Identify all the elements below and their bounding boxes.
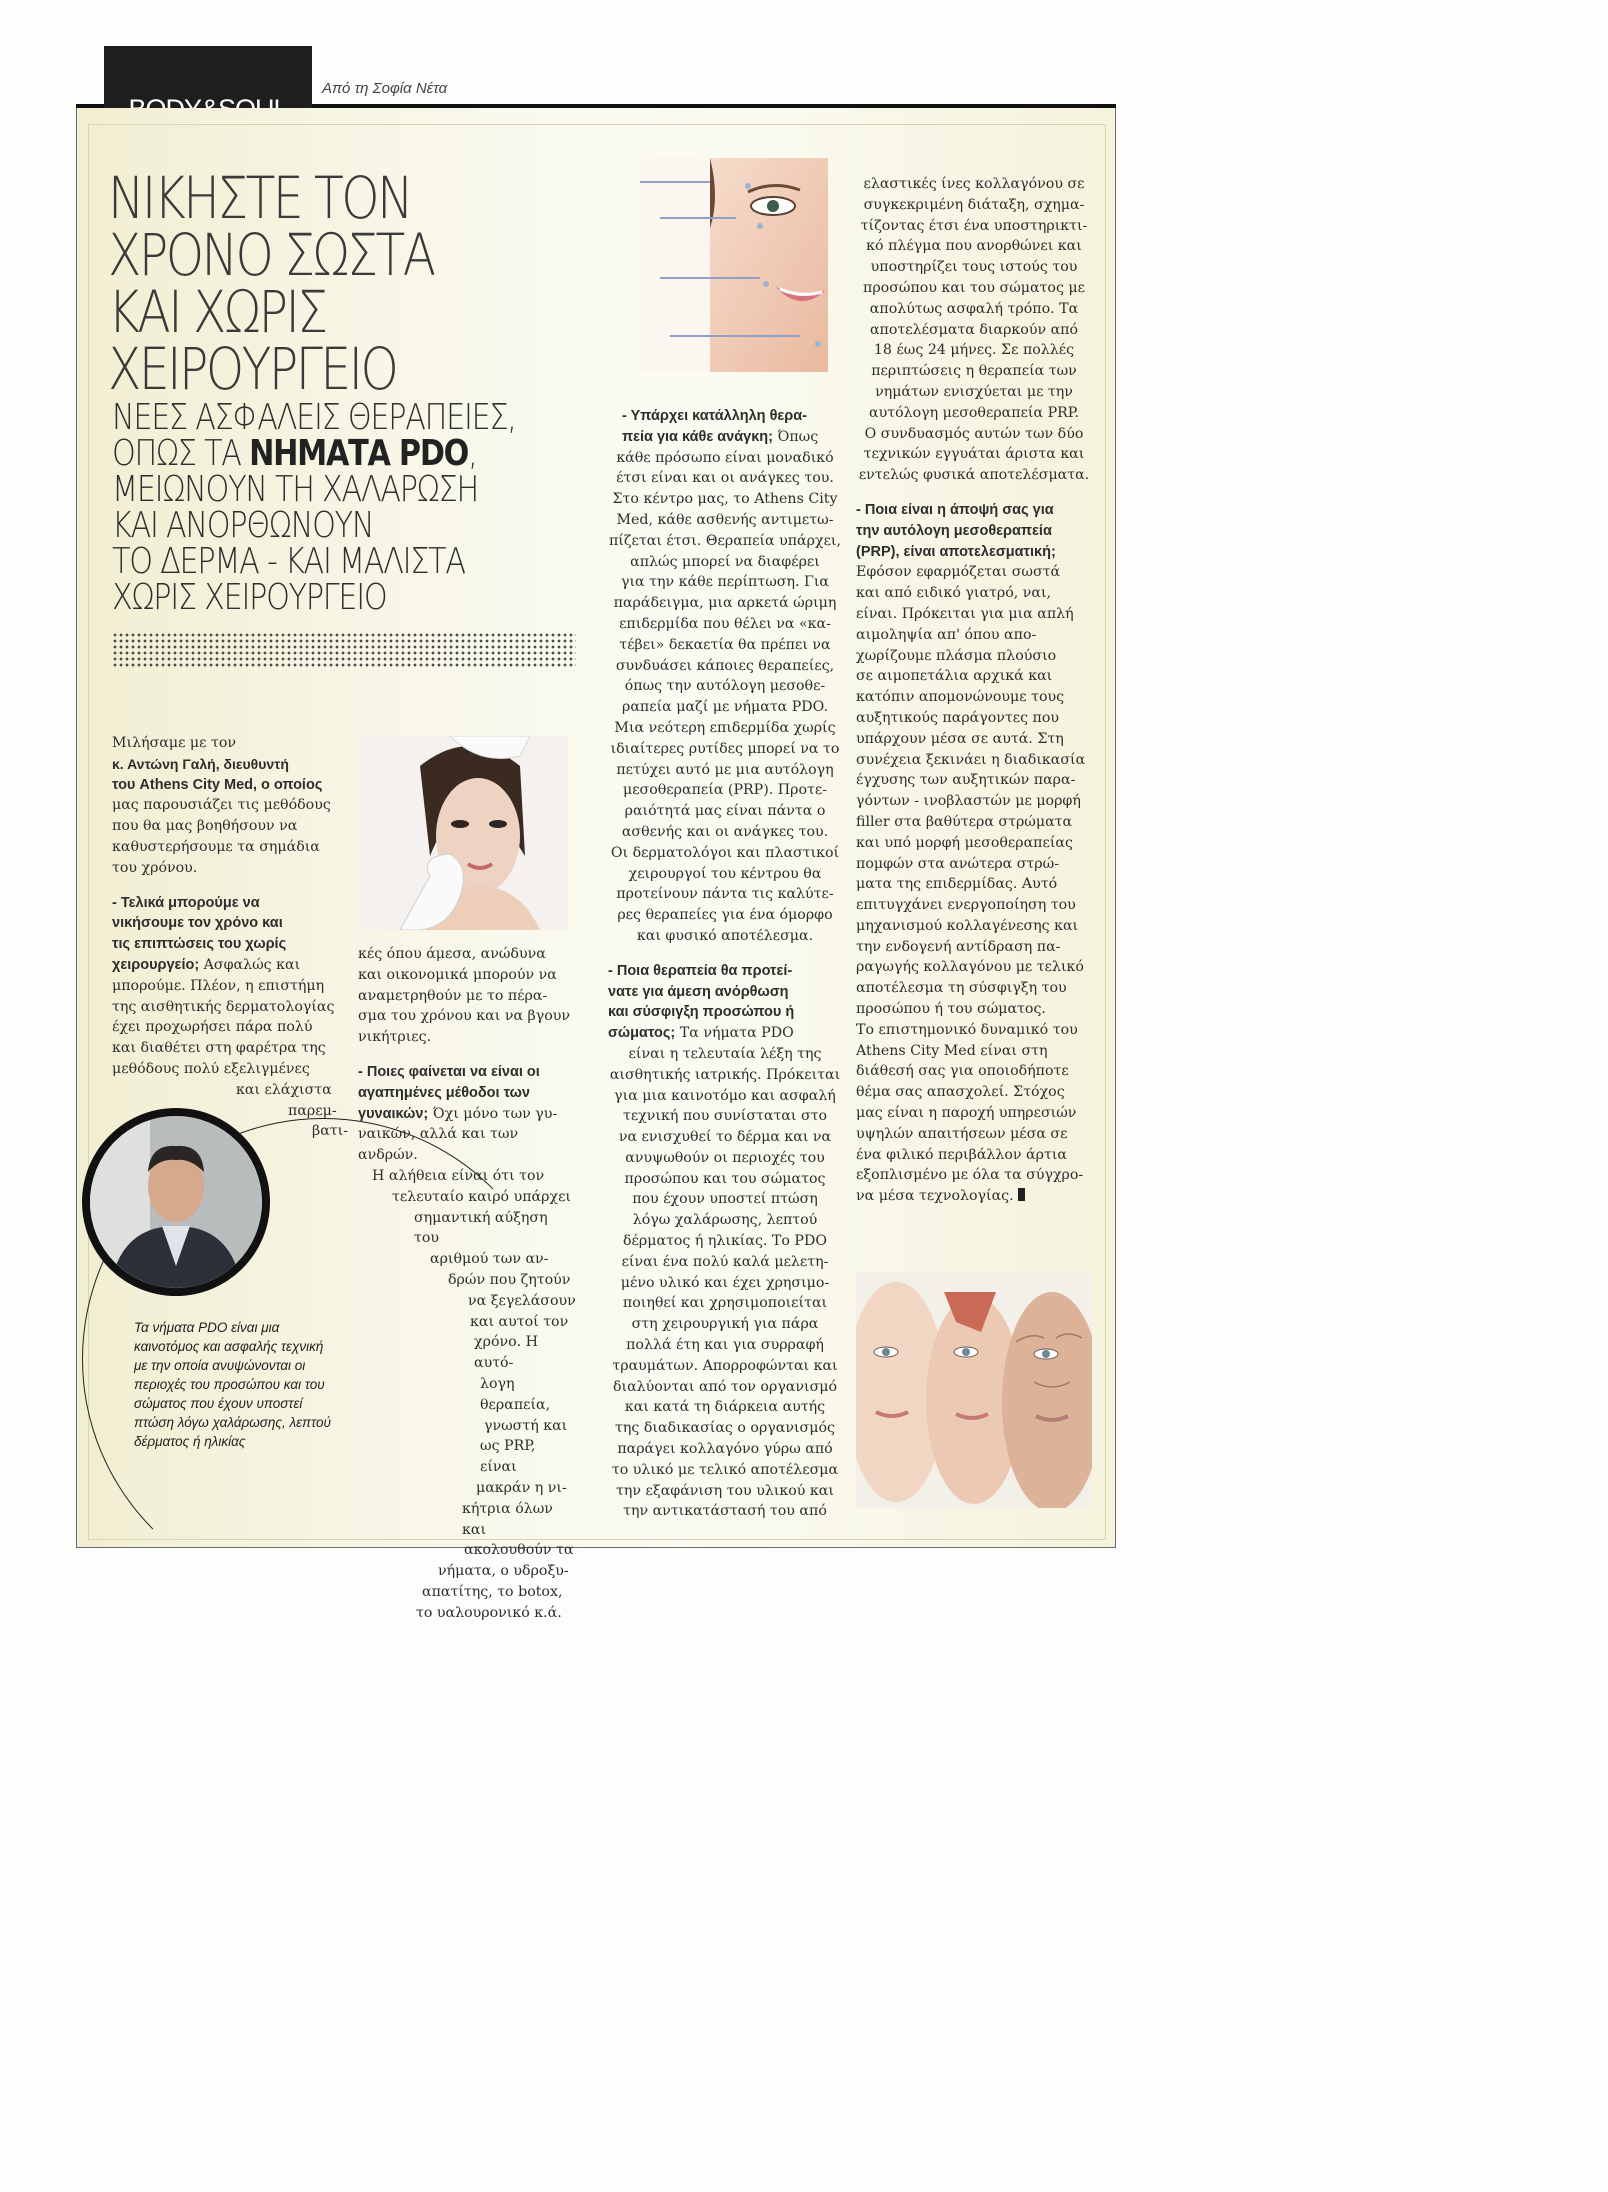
byline: Από τη Σοφία Νέτα: [322, 80, 448, 97]
answer-line: όπως την αυτόλογη μεσοθε-: [624, 678, 826, 695]
subhead-line: ΧΩΡΙΣ ΧΕΙΡΟΥΡΓΕΙΟ: [112, 577, 387, 618]
answer-line: ένα φιλικό περιβάλλον άρτια: [856, 1146, 1067, 1163]
answer-line: την ενδογενή αντίδραση πα-: [856, 938, 1061, 955]
answer-line: για μια καινοτόμο και ασφαλή: [614, 1087, 836, 1104]
subhead-line: ΝΕΕΣ ΑΣΦΑΛΕΙΣ ΘΕΡΑΠΕΙΕΣ,: [112, 397, 516, 438]
answer-line: λογη θεραπεία,: [480, 1375, 551, 1413]
answer-line: και από ειδικό γιατρό, ναι,: [856, 585, 1052, 602]
answer-line: συνδυάσει κάποιες θεραπείες,: [615, 657, 835, 674]
answer-line: Athens City Med είναι στη: [856, 1042, 1048, 1059]
answer-line: το υλικό με τελικό αποτέλεσμα: [611, 1461, 839, 1478]
answer-line: λόγω χαλάρωσης, λεπτού: [632, 1212, 818, 1229]
question-line: αγαπημένες μέθοδοι των: [358, 1084, 530, 1101]
answer-line: είναι η τελευταία λέξη της: [628, 1045, 822, 1062]
answer-line: να ενισχυθεί το δέρμα και να: [618, 1129, 832, 1146]
answer-line: προσώπου και του σώματος: [624, 1170, 826, 1187]
subhead-text: ΟΠΩΣ ΤΑ: [112, 433, 250, 474]
answer-line: και αυτοί τον: [470, 1313, 569, 1330]
text-line: τεχνικών εγγυάται άριστα και: [863, 446, 1085, 463]
text-line: νημάτων ενισχύεται με την: [875, 383, 1073, 400]
answer-line: έχει προχωρήσει πάρα πολύ: [112, 1019, 313, 1036]
woman-portrait-illustration: [360, 736, 568, 930]
answer-line: απατίτης, το botox,: [422, 1583, 563, 1600]
text-line: κό πλέγμα που ανορθώνει και: [866, 238, 1082, 255]
answer-line: ανυψωθούν οι περιοχές του: [625, 1149, 825, 1166]
question-line: - Τελικά μπορούμε να: [112, 894, 260, 911]
subhead-emphasis: ΝΗΜΑΤΑ PDO: [249, 433, 469, 474]
subhead-line: ΜΕΙΩΝΟΥΝ ΤΗ ΧΑΛΑΡΩΣΗ: [112, 469, 478, 510]
answer-line: αυξητικούς παράγοντες που: [856, 709, 1060, 726]
text-line: ελαστικές ίνες κολλαγόνου σε: [863, 176, 1085, 192]
question-line: - Υπάρχει κατάλληλη θερα-: [622, 408, 808, 424]
answer-line: κατόπιν απομονώνουμε τους: [856, 689, 1065, 706]
aging-faces-photo: [856, 1272, 1092, 1508]
answer-line: μεσοθεραπεία (PRP). Προτε-: [622, 782, 828, 799]
headline: [108, 164, 494, 403]
answer-line: και φυσικό αποτέλεσμα.: [636, 927, 814, 944]
headline-line: ΚΑΙ ΧΩΡΙΣ: [108, 278, 326, 346]
question-line: - Ποια θεραπεία θα προτεί-: [608, 962, 793, 979]
intro-line: Μιλήσαμε με τον: [112, 735, 237, 751]
answer-line: τέβει» δεκαετία θα πρέπει να: [619, 636, 831, 653]
answer-line: και κατά τη διάρκεια αυτής: [624, 1399, 826, 1416]
subhead-text: ,: [468, 433, 477, 474]
answer-line: Στο κέντρο μας, το Athens City: [612, 491, 838, 508]
answer-line: τραυμάτων. Απορροφώνται και: [612, 1357, 838, 1374]
answer-line: επιτυγχάνει ενεργοποίηση του: [856, 897, 1076, 914]
aging-faces-illustration: [856, 1272, 1092, 1508]
answer-text: να μέσα τεχνολογίας.: [856, 1188, 1014, 1205]
answer-line: προσώπου ή του σώματος.: [856, 1001, 1046, 1018]
end-mark: [1018, 1188, 1025, 1201]
answer-line: χειρουργοί του κέντρου θα: [628, 865, 822, 882]
answer-line: ραγωγής κολλαγόνου με τελικό: [856, 959, 1084, 976]
answer-line: ματα της επιδερμίδας. Αυτό: [856, 876, 1058, 893]
answer-line: Εφόσον εφαρμόζεται σωστά: [856, 564, 1061, 581]
answer-line: Μια νεότερη επιδερμίδα χωρίς: [614, 719, 836, 736]
text-line: τίζοντας έτσι ένα υποστηρικτι-: [860, 217, 1088, 234]
answer-line: διάθεσή σας για οποιοδήποτε: [856, 1063, 1069, 1080]
answer-line: γνωστή και: [484, 1417, 568, 1434]
answer-line: ακολουθούν τα: [464, 1542, 574, 1559]
question-line: νικήσουμε τον χρόνο και: [112, 915, 283, 932]
text-line: συγκεκριμένη διάταξη, σχημα-: [863, 196, 1085, 213]
answer-line: ως PRP, είναι: [480, 1438, 536, 1476]
answer-line: να ξεγελάσουν: [468, 1292, 576, 1309]
answer-line: ραιότητά μας είναι πάντα ο: [624, 803, 826, 820]
answer-text: Όχι μόνο των γυ-: [428, 1105, 558, 1122]
answer-line: μένο υλικό και έχει χρησιμο-: [620, 1274, 830, 1291]
question-line: - Ποιες φαίνεται να είναι οι: [358, 1063, 540, 1080]
answer-line: αριθμού των αν-: [430, 1251, 549, 1268]
text-line: 18 έως 24 μήνες. Σε πολλές: [873, 342, 1075, 359]
question-line: νατε για άμεση ανόρθωση: [608, 983, 789, 1000]
answer-line: προτείνουν πάντα τις καλύτε-: [616, 886, 834, 903]
text-line: αυτόλογη μεσοθεραπεία PRP.: [869, 404, 1079, 421]
column-1: [112, 733, 348, 1142]
answer-line: και ελάχιστα: [236, 1081, 332, 1098]
text-line: σμα του χρόνου και να βγουν: [358, 1008, 571, 1025]
answer-line: τελευταίο καιρό υπάρχει: [392, 1188, 571, 1205]
text-line: αποτελέσματα διαρκούν από: [869, 321, 1079, 338]
answer-line: έγχυσης των αυξητικών παρα-: [856, 772, 1076, 789]
face-lift-illustration: [640, 158, 828, 372]
question-line: και σύσφιγξη προσώπου ή: [608, 1004, 795, 1021]
text-line: Ο συνδυασμός αυτών των δύο: [864, 425, 1084, 442]
answer-line: χρόνο. Η αυτό-: [474, 1334, 539, 1372]
answer-line: πίζεται έτσι. Θεραπεία υπάρχει,: [608, 532, 841, 549]
question-line: την αυτόλογη μεσοθεραπεία: [856, 522, 1052, 539]
answer-line: της αισθητικής δερματολογίας: [112, 998, 335, 1015]
answer-line: συνέχεια ξεκινάει η διαδικασία: [856, 751, 1086, 768]
answer-line: παράδειγμα, μια αρκετά ώριμη: [613, 595, 837, 612]
answer-line: μας είναι η παροχή υπηρεσιών: [856, 1105, 1077, 1122]
answer-line: δρών που ζητούν: [448, 1271, 571, 1288]
answer-text: Τα νήματα PDO: [675, 1025, 794, 1042]
answer-line: ιδιαίτερες ρυτίδες μπορεί να το: [610, 740, 840, 757]
answer-line: μεθόδους πολύ εξελιγμένες: [112, 1060, 310, 1077]
answer-line: σημαντική αύξηση του: [414, 1209, 548, 1247]
question-line: - Ποια είναι η άποψή σας για: [856, 501, 1054, 518]
answer-line: διαλύονται από τον οργανισμό: [612, 1378, 838, 1395]
answer-line: απλώς μπορεί να διαφέρει: [630, 553, 820, 570]
face-lift-photo: [640, 158, 828, 372]
headline-line: ΧΡΟΝΟ ΣΩΣΤΑ: [108, 221, 434, 289]
answer-line: και υπό μορφή μεσοθεραπείας: [856, 834, 1073, 851]
answer-line: κάθε πρόσωπο είναι μοναδικό: [616, 449, 834, 466]
text-line: περιπτώσεις η θεραπεία των: [871, 363, 1077, 380]
answer-line: ναικών, αλλά και των ανδρών.: [358, 1126, 519, 1164]
answer-line: πομφών στα ανώτερα στρώ-: [856, 855, 1059, 872]
intro-line: του χρόνου.: [112, 859, 198, 876]
question-line: τις επιπτώσεις του χωρίς: [112, 936, 287, 953]
answer-line: Med, κάθε ασθενής αντιμετω-: [616, 511, 834, 528]
answer-line: είναι ένα πολύ καλά μελετη-: [621, 1253, 829, 1270]
answer-line: μακράν η νι-: [476, 1479, 567, 1496]
answer-line: ραπεία μαζί με νήματα PDO.: [622, 699, 828, 716]
answer-line: νήματα, ο υδροξυ-: [438, 1563, 569, 1580]
answer-line: μπορούμε. Πλέον, η επιστήμη: [112, 977, 325, 994]
headline-line: ΝΙΚΗΣΤΕ ΤΟΝ: [108, 164, 412, 232]
question-text: πεία για κάθε ανάγκη;: [622, 428, 773, 445]
photo-caption: Τα νήματα PDO είναι μια καινοτόμος και ασφαλής τεχνική με την οποία ανυψώνονται οι περιοχές του προσώπου και του σώματος που έχουν υποστεί πτώση λόγω χαλάρωσης, λεπτού δέρματος ή ηλικίας: [134, 1320, 331, 1449]
answer-line: Η αλήθεια είναι ότι τον: [372, 1167, 545, 1184]
intro-line: [112, 775, 344, 796]
question-line: (PRP), είναι αποτελεσματική;: [856, 543, 1056, 560]
intro-line: κ. Αντώνη Γαλή, διευθυντή: [112, 755, 289, 772]
answer-line: δέρματος ή ηλικίας. Το PDO: [623, 1233, 827, 1250]
answer-line: για την κάθε περίπτωση. Για: [621, 574, 829, 591]
answer-line: filler στα βαθύτερα στρώματα: [856, 813, 1073, 830]
intro-text: του Athens City Med, ο οποίος: [112, 776, 323, 793]
intro-line: που θα μας βοηθήσουν να: [112, 818, 298, 835]
answer-line: εξοπλισμένο με όλα τα σύγχρο-: [856, 1167, 1084, 1184]
answer-line: το υαλουρονικό κ.ά.: [416, 1604, 562, 1621]
column-4: [856, 174, 1092, 1207]
answer-line: είναι. Πρόκειται για μια απλή: [856, 605, 1074, 622]
answer-line: στη χειρουργική για πάρα: [631, 1316, 819, 1333]
answer-line: αιμοληψία απ' όπου απο-: [856, 626, 1037, 643]
answer-line: [608, 1023, 842, 1044]
woman-gloved-hands-photo: [360, 736, 568, 930]
answer-text: Ασφαλώς και: [199, 956, 301, 973]
text-line: υποστηρίζει τους ιστούς του: [870, 259, 1078, 276]
column-2: [358, 944, 576, 1624]
answer-line: γόντων - ινοβλαστών με μορφή: [856, 793, 1081, 810]
answer-line: της διαδικασίας ο οργανισμός: [615, 1420, 835, 1437]
text-line: εντελώς φυσικά αποτελέσματα.: [858, 467, 1090, 484]
answer-text: Όπως: [772, 428, 819, 445]
column-3: [608, 406, 842, 1522]
answer-line: ρες θεραπείες για ένα όμορφο: [617, 907, 833, 924]
answer-line: επιδερμίδα που θέλει να «κα-: [619, 615, 831, 632]
subhead-line: [112, 433, 549, 474]
answer-line: αποτέλεσμα τη σύσφιγξη του: [856, 980, 1067, 997]
headline-line: ΧΕΙΡΟΥΡΓΕΙΟ: [108, 335, 397, 403]
question-text: σώματος;: [608, 1025, 676, 1042]
question-text: χειρουργείο;: [112, 956, 200, 973]
subhead-line: ΤΟ ΔΕΡΜΑ - ΚΑΙ ΜΑΛΙΣΤΑ: [112, 541, 465, 582]
text-line: απολύτως ασφαλή τρόπο. Τα: [869, 300, 1079, 317]
answer-line: ποιηθεί και χρησιμοποιείται: [622, 1295, 828, 1312]
answer-line: που έχουν υποστεί πτώση: [632, 1191, 818, 1208]
text-line: κές όπου άμεσα, ανώδυνα: [358, 946, 546, 962]
answer-line: κήτρια όλων και: [462, 1500, 553, 1538]
subhead-line: ΚΑΙ ΑΝΟΡΘΩΝΟΥΝ: [112, 505, 374, 546]
text-line: αναμετρηθούν με το πέρα-: [358, 987, 548, 1004]
answer-line: [358, 1104, 576, 1125]
answer-line: [608, 427, 842, 448]
question-text: γυναικών;: [358, 1105, 429, 1122]
text-line: προσώπου και του σώματος με: [863, 279, 1085, 296]
answer-line: υπάρχουν μέσα σε αυτά. Στη: [856, 730, 1064, 747]
intro-line: καθυστερήσουμε τα σημάδια: [112, 838, 320, 855]
text-line: και οικονομικά μπορούν να: [358, 966, 557, 983]
answer-line: [856, 1186, 1092, 1207]
answer-line: [112, 955, 344, 976]
answer-line: έτσι είναι και οι ανάγκες του.: [616, 470, 834, 487]
answer-line: παράγει κολλαγόνο γύρω από: [617, 1441, 833, 1458]
answer-line: ασθενής και οι ανάγκες του.: [621, 823, 829, 840]
answer-line: την εξαφάνιση του υλικού και: [616, 1482, 834, 1499]
answer-line: πολλά έτη και για συρραφή: [626, 1337, 824, 1354]
answer-line: χωρίζουμε πλάσμα πλούσιο: [856, 647, 1057, 664]
answer-line: Οι δερματολόγοι και πλαστικοί: [610, 844, 840, 861]
answer-line: πετύχει αυτό με μια αυτόλογη: [616, 761, 834, 778]
answer-line: παρεμ-: [288, 1102, 337, 1119]
answer-line: τεχνική που συνίσταται στο: [622, 1108, 828, 1125]
subheadline: [112, 397, 549, 618]
text-line: νικήτριες.: [358, 1029, 432, 1046]
dotted-divider: [112, 632, 576, 668]
answer-line: βατι-: [312, 1123, 348, 1140]
answer-line: αισθητικής ιατρικής. Πρόκειται: [609, 1066, 841, 1083]
answer-line: υψηλών απαιτήσεων μέσα σε: [856, 1125, 1068, 1142]
answer-line: την αντικατάστασή του από: [623, 1503, 827, 1520]
answer-line: σε αιμοπετάλια αρχικά και: [856, 668, 1053, 685]
intro-line: μας παρουσιάζει τις μεθόδους: [112, 797, 331, 814]
answer-line: θέμα σας απασχολεί. Στόχος: [856, 1084, 1065, 1101]
answer-line: και διαθέτει στη φαρέτρα της: [112, 1040, 326, 1057]
answer-line: μηχανισμού κολλαγένεσης και: [856, 917, 1079, 934]
answer-line: Το επιστημονικό δυναμικό του: [856, 1021, 1078, 1038]
